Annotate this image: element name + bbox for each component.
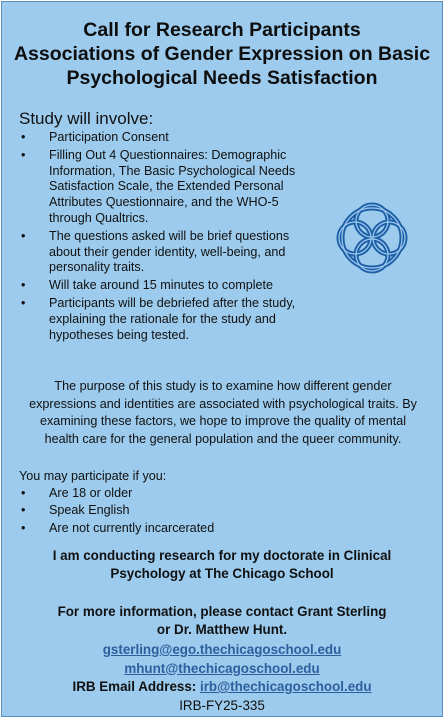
contact-statement [2,603,442,639]
eligibility-list [19,486,319,538]
contact-line-2: or Dr. Matthew Hunt. [156,622,288,637]
doctorate-line-2: Psychology at The Chicago School [110,566,334,581]
list-item: • Are not currently incarcerated [19,521,319,537]
list-item: • Are 18 or older [19,486,319,502]
list-item: • The questions asked will be brief questions about their gender identity, well-being, and personality traits. [19,229,324,276]
title-line-3: Psychological Needs Satisfaction [66,67,378,89]
involve-heading: Study will involve: [19,109,154,128]
email-link-irb[interactable]: irb@thechicagoschool.edu [199,679,372,694]
list-item: • Participation Consent [19,130,324,146]
eligibility-intro: You may participate if you: [19,469,167,483]
list-item: • Speak English [19,503,319,519]
celtic-knot-icon [336,198,408,278]
list-item: • Will take around 15 minutes to complete [19,278,324,294]
doctorate-line-1: I am conducting research for my doctorate in Clinical [52,548,392,563]
irb-email-label: IRB Email Address: [72,679,197,694]
irb-number: IRB-FY25-335 [179,697,265,713]
page-title [2,18,442,90]
list-item: • Participants will be debriefed after the study, explaining the rationale for the study and hypotheses being tested. [19,296,324,343]
contact-emails [2,641,442,715]
flyer [1,1,443,717]
list-item: • Filling Out 4 Questionnaires: Demographic Information, The Basic Psychological Needs Satisfaction Scale, the Extended Personal Attributes Questionnaire, and the WHO-5 through Qualtrics. [19,148,324,227]
involve-list [19,130,324,345]
irb-email-line [2,678,442,697]
email-link-hunt[interactable]: mhunt@thechicagoschool.edu [124,660,320,676]
title-line-2: Associations of Gender Expression on Basic [13,43,431,65]
doctorate-statement [2,547,442,583]
contact-line-1: For more information, please contact Grant Sterling [57,604,387,619]
purpose-statement: The purpose of this study is to examine how different gender expressions and identities are associated with psychological traits. By examining these factors, we hope to improve the quality of mental health care for the general population and the queer community. [29,379,417,446]
title-line-1: Call for Research Participants [83,19,361,41]
email-link-sterling[interactable]: gsterling@ego.thechicagoschool.edu [102,642,342,657]
